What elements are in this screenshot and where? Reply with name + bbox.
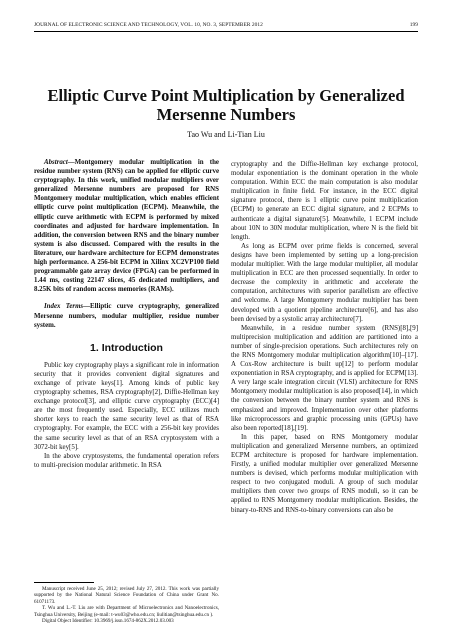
right-paragraph-3: Meanwhile, in a residue number system (RNS)[8],[9] multiprecision multiplication and addition are partitioned into a number of single-precision operations. Such architectures rely on the RNS Montgomery modular multiplication algorithm[10]–[17]. A Cox-Row architecture is built up[12] to perform modular exponentiation in RSA cryptography, and is applied for ECPM[13]. A very large scale integration circuit (VLSI) architecture for RNS Montgomery modular multiplication is also proposed[14], in which the conversion between the binary number system and RNS is emphasized and improved. Implementation over other platforms like microprocessors and graphic processing units (GPUs) have also been reported[18],[19]. [231, 324, 418, 432]
right-column [231, 160, 418, 515]
right-paragraph-2: As long as ECPM over prime fields is concerned, several designs have been implemented by setting up a long-precision modular multiplier. With the large modular multiplier, all modular multiplication in ECC are then processed sequentially. In order to decrease the complexity in arithmetic and accelerate the computation, architectures with superior parallelism are effective and welcome. A large Montgomery modular multiplier has been developed with a quotient pipeline architecture[6], and has also been devised by a systolic array architecture[7]. [231, 242, 418, 323]
header-rule [34, 31, 418, 32]
footnote-rule [34, 582, 94, 583]
footnote-manuscript: Manuscript received June 25, 2012; revised July 27, 2012. This work was partially supported by the National Natural Science Foundation of China under Grant No. 61071173. [34, 586, 219, 605]
running-header [34, 22, 418, 28]
right-paragraph-4: In this paper, based on RNS Montgomery modular multiplication and generalized Mersenne numbers, an optimized ECPM architecture is proposed for hardware implementation. Firstly, a unified modular multiplier over generalized Mersenne numbers is devised, which performs modular multiplication with respect to two conjugated moduli. A group of such modular multipliers then cover two groups of RNS moduli, so it can be applied to RNS Montgomery modular multiplication. Besides, the binary-to-RNS and RNS-to-binary conversions can also be [231, 433, 418, 514]
page-number: 199 [409, 22, 418, 28]
right-paragraph-1: cryptography and the Diffie-Hellman key exchange protocol, modular exponentiation is the dominant operation in the whole computation. Within ECC the main computation is also modular multiplication in finite field. For instance, in the ECC digital signature protocol, there is 1 elliptic curve point multiplication (ECPM) to generate an ECC digital signature, and 2 ECPMs to authenticate a digital signature[5]. Meanwhile, 1 ECPM include about 10N to 30N modular multiplication, where N is the field bit length. [231, 161, 418, 241]
left-column [34, 158, 219, 470]
index-terms [34, 302, 219, 329]
abstract-label: Abstract [44, 159, 68, 166]
index-terms-text: —Elliptic curve cryptography, generalized Mersenne numbers, modular multiplier, residue number system. [34, 303, 219, 329]
section-heading-introduction: 1. Introduction [90, 341, 163, 354]
footnote-doi: Digital Object Identifier: 10.3969/j.issn.1674-862X.2012.03.003 [42, 618, 174, 625]
abstract-text: —Montgomery modular multiplication in the residue number system (RNS) can be applied for elliptic curve cryptography. In this work, unified modular multipliers over generalized Mersenne numbers are proposed for RNS Montgomery modular multiplication, which enables efficient elliptic curve point multiplication (ECPM). Meanwhile, the elliptic curve arithmetic with ECPM is performed by mixed coordinates and adjusted for hardware implementation. In addition, the conversion between RNS and the binary number system is also discussed. Compared with the results in the literature, our hardware architecture for ECPM demonstrates high performance. A 256-bit ECPM in Xilinx XC2VP100 field programmable gate array device (FPGA) can be performed in 1.44 ms, costing 22147 slices, 45 dedicated multipliers, and 8.25K bits of random access memories (RAMs). [34, 159, 219, 294]
abstract [34, 158, 219, 294]
footnote [34, 586, 219, 624]
intro-paragraph-2: In the above cryptosystems, the fundamental operation refers to multi-precision modular arithmetic. In RSA [34, 452, 219, 469]
footnote-affiliation: T. Wu and L.-T. Liu are with Department of Microelectronics and Nanoelectronics, Tsinghua University, Beijing (e-mail: t-wu03@who.edu.cn; liulitian@tsinghua.edu.cn ). [34, 605, 219, 618]
journal-name: JOURNAL OF ELECTRONIC SCIENCE AND TECHNOLOGY, VOL. 10, NO. 3, SEPTEMBER 2012 [34, 22, 263, 28]
intro-paragraph-1: Public key cryptography plays a significant role in information security that it provides convenient digital signatures and exchange of private keys[1]. Among kinds of public key cryptography schemes, RSA cryptography[2], Diffie-Hellman key exchange protocol[3], and elliptic curve cryptography (ECC)[4] are the most frequently used. Especially, ECC utilizes much shorter keys to reach the same security level as that of RSA cryptography. For example, the ECC with a 256-bit key provides the same security level as that of an RSA cryptosystem with a 3072-bit key[5]. [34, 361, 219, 451]
index-terms-label: Index Terms [44, 303, 84, 311]
paper-authors: Tao Wu and Li-Tian Liu [187, 130, 265, 139]
paper-title: Elliptic Curve Point Multiplication by Generalized Mersenne Numbers [47, 86, 405, 124]
